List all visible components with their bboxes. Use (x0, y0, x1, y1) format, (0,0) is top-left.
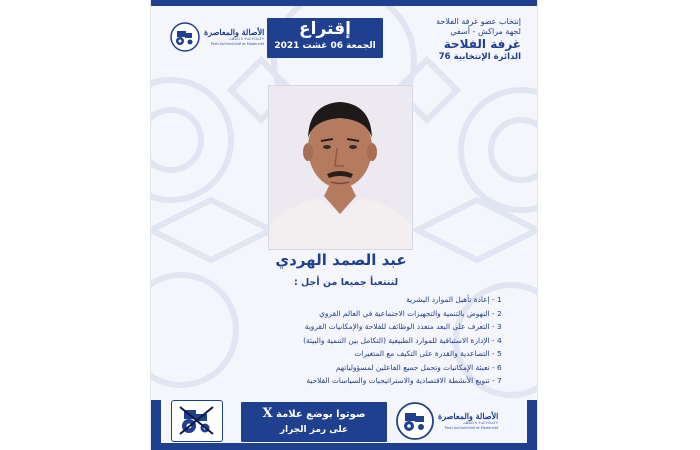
program-item: 3 - التعرف على البعد متعدد الوظائف للفلاحة والإمكانيات القروية (304, 322, 502, 331)
vote-line2: على رمز الجرار (279, 425, 349, 435)
party-name-arabic-bottom: الأصالة والمعاصرة (438, 411, 499, 421)
vote-instruction (241, 402, 387, 442)
program-item: 7 - تنويع الأنشطة الاقتصادية والاستراتيجيات والسياسات الفلاحية (306, 376, 502, 385)
program-item: 6 - تعبئة الإمكانيات وتحمل جميع الفاعلين لمسؤولياتهم (335, 362, 502, 372)
bottom-left-accent (151, 400, 161, 443)
headline-title: إقتراع (299, 19, 351, 39)
top-band (151, 0, 537, 6)
candidate-portrait (269, 86, 412, 249)
tractor-icon (395, 402, 435, 440)
election-poster (150, 0, 538, 450)
vote-mark: X (262, 406, 273, 421)
party-name-tifinagh-bottom: ⴰⵥⵓⵔ ⴷ ⵜⴰⵎⵜⵔⴰⵢⵜ (463, 421, 499, 425)
vote-line1: صوتوا بوضع علامة (276, 409, 366, 420)
chamber-name: غرفة الفلاحة (443, 37, 521, 51)
party-name-french-bottom: Parti Authenticité et Modernité (444, 425, 499, 430)
tractor-ballot-icon (172, 401, 221, 440)
party-logo-bottom (395, 402, 498, 440)
bottom-right-accent (527, 400, 537, 443)
election-line1: إنتخاب عضو غرفة الفلاحة (436, 17, 521, 26)
party-name-arabic: الأصالة والمعاصرة (204, 27, 265, 37)
candidate-photo (268, 85, 413, 250)
program-item: 4 - الإدارة الاستباقية للموارد الطبيعية (التكامل بين التنمية والبيئة) (303, 335, 502, 345)
election-line2: لجهة مراكش - أسفي (450, 27, 521, 36)
election-info (401, 16, 521, 63)
headline-box (267, 18, 383, 58)
program-item: 5 - التصاعدية والقدرة على التكيف مع المتغيرات (354, 349, 502, 358)
bottom-band (151, 443, 537, 450)
tractor-icon (169, 22, 201, 52)
candidate-name: عبد الصمد الهردي (275, 251, 407, 269)
party-logo-top (169, 22, 264, 52)
district-name: الدائرة الإنتخابية 76 (438, 52, 521, 62)
program-subtitle: لننتعبأ جميعا من أجل : (293, 277, 399, 288)
program-item: 1 - إعادة تأهيل الموارد البشرية (406, 295, 502, 304)
party-name-french: Parti Authenticité et Modernité (210, 41, 265, 46)
program-list (161, 293, 509, 388)
ballot-tractor-box (171, 400, 223, 442)
program-item: 2 - النهوض بالتنمية والتجهيزات الاجتماعية في العالم القروي (319, 308, 502, 318)
election-date: الجمعة 06 غشت 2021 (274, 41, 376, 51)
party-name-tifinagh: ⴰⵥⵓⵔ ⴷ ⵜⴰⵎⵜⵔⴰⵢⵜ (229, 37, 265, 41)
